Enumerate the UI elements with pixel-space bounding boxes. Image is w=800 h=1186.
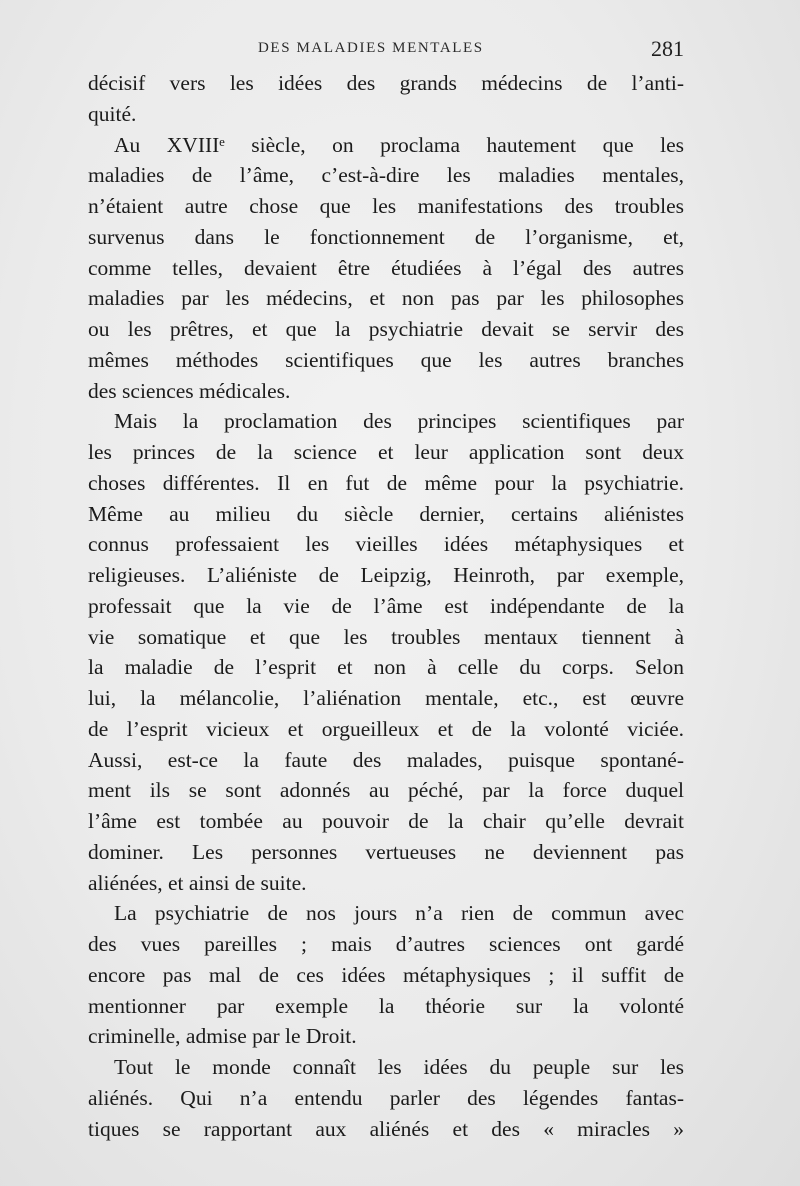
text-line: religieuses. L’aliéniste de Leipzig, Heinroth, par exemple, [88,563,684,587]
text-line: vie somatique et que les troubles mentaux tiennent à [88,624,684,649]
text-line: n’étaient autre chose que les manifestations des troubles [88,194,684,218]
text-line: comme telles, devaient être étudiées à l’égal des autres [88,255,684,280]
text-line: Au XVIIIᵉ siècle, on proclama hautement que les [114,132,684,157]
text-line: Tout le monde connaît les idées du peuple sur les [114,1055,684,1079]
text-line: lui, la mélancolie, l’aliénation mentale, etc., est œuvre [88,686,684,710]
text-line: encore pas mal de ces idées métaphysiques ; il suffit de [88,962,684,987]
text-line: choses différentes. Il en fut de même pour la psychiatrie. [88,470,684,495]
text-line: dominer. Les personnes vertueuses ne deviennent pas [88,839,684,864]
text-line: Même au milieu du siècle dernier, certains aliénistes [88,501,684,526]
page-number: 281 [651,36,684,61]
running-title: DES MALADIES MENTALES [258,40,484,56]
text-line: survenus dans le fonctionnement de l’organisme, et, [88,224,684,249]
body-text [88,68,684,1144]
text-line: quité. [88,101,137,126]
text-line: aliénés. Qui n’a entendu parler des légendes fantas- [88,1085,684,1110]
text-line: l’âme est tombée au pouvoir de la chair qu’elle devrait [88,809,684,833]
text-line: La psychiatrie de nos jours n’a rien de commun avec [114,901,684,926]
text-line: maladies par les médecins, et non pas par les philosophes [88,286,684,311]
text-line: les princes de la science et leur application sont deux [88,440,684,464]
text-line: professait que la vie de l’âme est indépendante de la [88,593,684,618]
text-line: de l’esprit vicieux et orgueilleux et de la volonté viciée. [88,716,684,741]
text-line: décisif vers les idées des grands médecins de l’anti- [88,71,684,95]
text-line: ou les prêtres, et que la psychiatrie devait se servir des [88,317,684,341]
text-line: des sciences médicales. [88,378,291,403]
text-line: la maladie de l’esprit et non à celle du corps. Selon [88,655,684,680]
text-line: mentionner par exemple la théorie sur la volonté [88,993,684,1018]
text-line: ment ils se sont adonnés au péché, par la force duquel [88,778,684,803]
text-line: mêmes méthodes scientifiques que les autres branches [88,347,684,372]
text-line: Aussi, est-ce la faute des malades, puisque spontané- [88,747,684,772]
text-line: aliénées, et ainsi de suite. [88,870,307,895]
running-head [88,36,684,66]
text-line: maladies de l’âme, c’est-à-dire les maladies mentales, [88,163,684,188]
text-line: connus professaient les vieilles idées métaphysiques et [88,532,684,557]
text-line: Mais la proclamation des principes scientifiques par [114,409,684,434]
text-line: criminelle, admise par le Droit. [88,1024,357,1049]
text-line: tiques se rapportant aux aliénés et des « miracles » [88,1116,684,1141]
text-line: des vues pareilles ; mais d’autres sciences ont gardé [88,932,684,956]
